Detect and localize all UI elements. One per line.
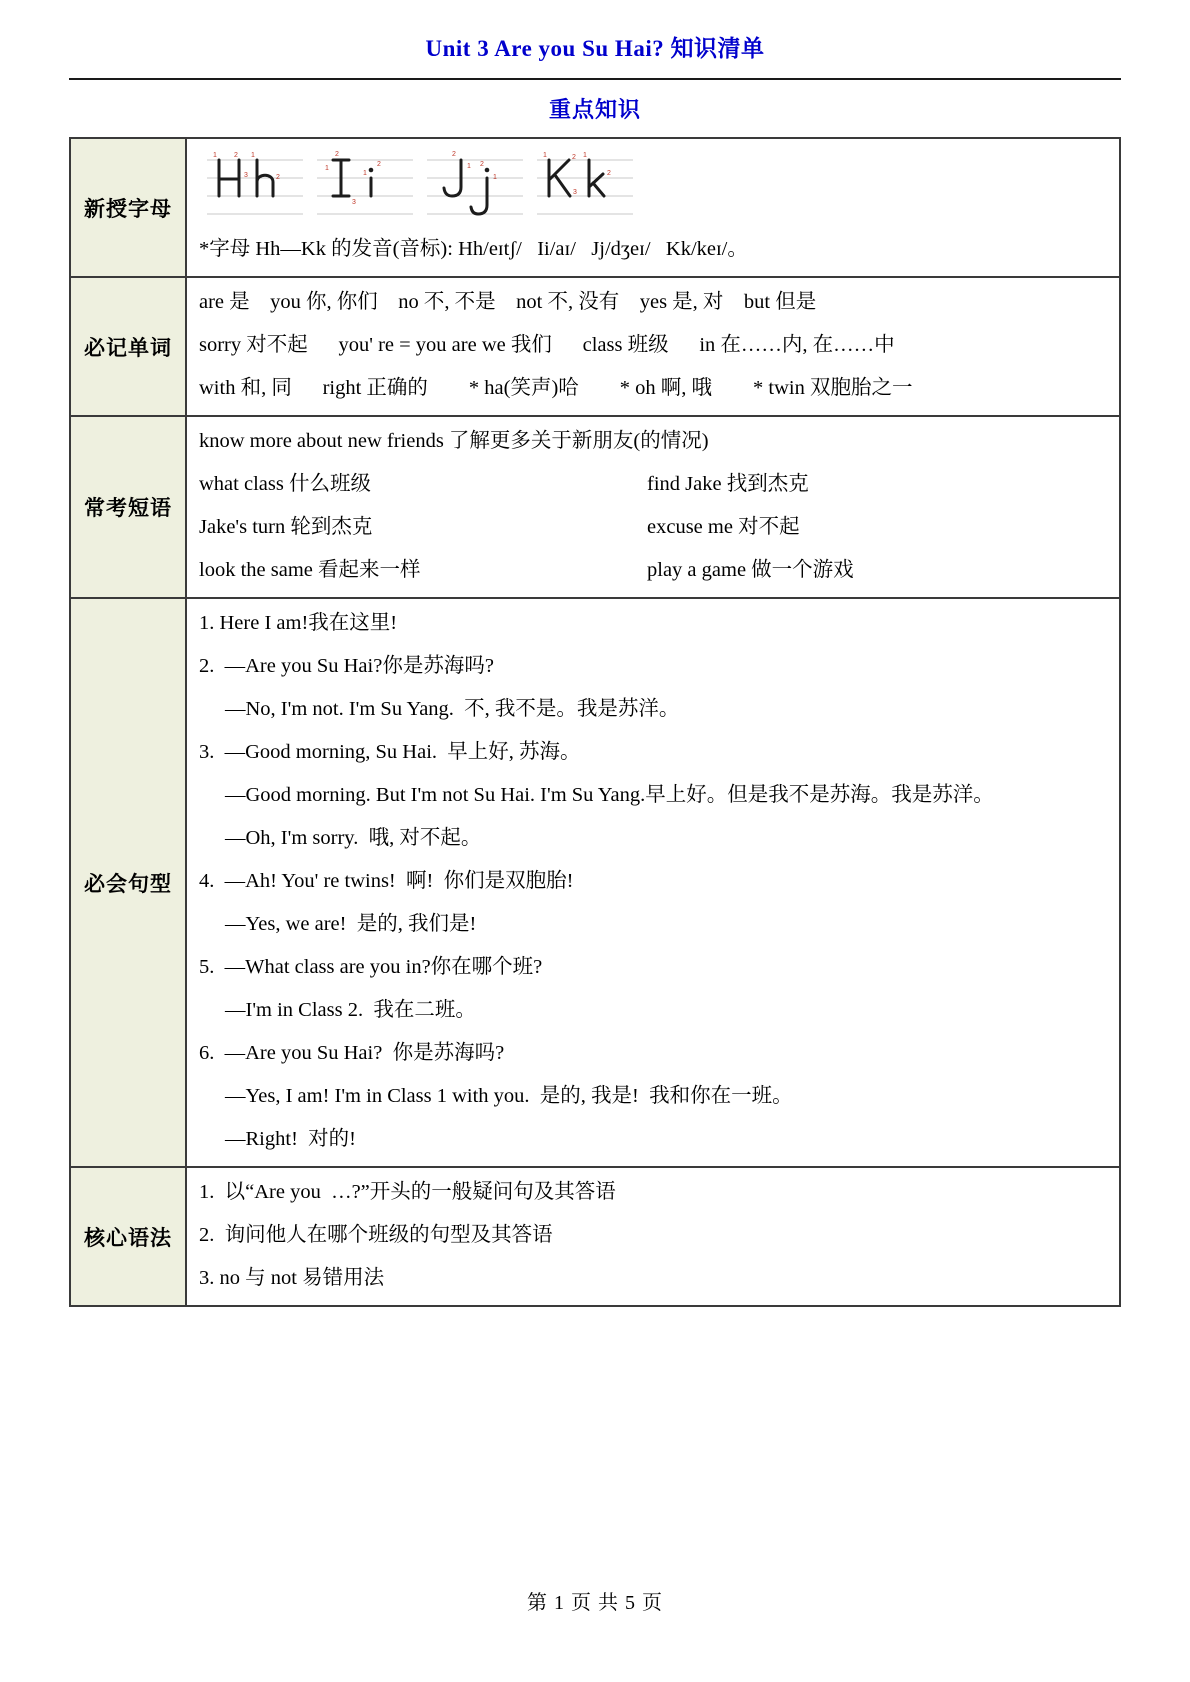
table-row: [70, 1167, 1120, 1306]
sentence-line: —Yes, I am! I'm in Class 1 with you. 是的, 我是! 我和你在一班。: [225, 1085, 793, 1107]
phrase-item: find Jake 找到杰克: [647, 473, 809, 495]
row-label-key-words: 必记单词: [70, 277, 186, 416]
svg-text:1: 1: [467, 163, 471, 170]
sentence-line: —Right! 对的!: [225, 1128, 356, 1150]
handwriting-letters-hh-ii-jj-kk-icon: [205, 148, 641, 222]
grammar-item: 3. no 与 not 易错用法: [199, 1267, 385, 1289]
sentence-line: —Yes, we are! 是的, 我们是!: [225, 913, 477, 935]
page-number-footer: 第 1 页 共 5 页: [527, 1592, 663, 1614]
svg-text:1: 1: [493, 174, 497, 181]
letters-phonetics: *字母 Hh—Kk 的发音(音标): Hh/eɪtʃ/ Ii/aɪ/ Jj/dʒeɪ/ Kk/keɪ/。: [199, 238, 748, 260]
word-line: are 是 you 你, 你们 no 不, 不是 not 不, 没有 yes 是, 对 but 但是: [199, 291, 817, 313]
page-title: Unit 3 Are you Su Hai? 知识清单: [425, 36, 765, 61]
svg-text:2: 2: [572, 154, 576, 161]
svg-text:2: 2: [234, 152, 238, 159]
grammar-item: 1. 以“Are you …?”开头的一般疑问句及其答语: [199, 1181, 616, 1203]
phrase-item: play a game 做一个游戏: [647, 559, 854, 581]
svg-text:2: 2: [452, 151, 456, 158]
svg-text:1: 1: [363, 170, 367, 177]
svg-text:2: 2: [480, 161, 484, 168]
row-content-core-grammar: [186, 1167, 1120, 1306]
svg-text:3: 3: [352, 199, 356, 206]
svg-text:2: 2: [276, 174, 280, 181]
title-divider: [69, 78, 1121, 80]
svg-text:2: 2: [335, 151, 339, 158]
phrase-line: know more about new friends 了解更多关于新朋友(的情况): [199, 430, 709, 452]
svg-text:1: 1: [325, 165, 329, 172]
row-content-key-phrases: [186, 416, 1120, 598]
svg-text:1: 1: [251, 152, 255, 159]
row-label-key-phrases: 常考短语: [70, 416, 186, 598]
row-label-key-sentences: 必会句型: [70, 598, 186, 1167]
row-content-new-letters: [186, 138, 1120, 277]
word-line: sorry 对不起 you' re = you are we 我们 class 班级 in 在……内, 在……中: [199, 334, 895, 356]
sentence-line: 1. Here I am!我在这里!: [199, 612, 398, 634]
sentence-line: —Good morning. But I'm not Su Hai. I'm Su Yang.早上好。但是我不是苏海。我是苏洋。: [225, 784, 994, 806]
sentence-line: 5. —What class are you in?你在哪个班?: [199, 956, 543, 978]
phrase-item: look the same 看起来一样: [199, 559, 421, 581]
sentence-line: —I'm in Class 2. 我在二班。: [225, 999, 476, 1021]
sentence-line: 4. —Ah! You' re twins! 啊! 你们是双胞胎!: [199, 870, 574, 892]
phrase-pair: [199, 549, 1109, 592]
grammar-item: 2. 询问他人在哪个班级的句型及其答语: [199, 1224, 553, 1246]
table-row: [70, 277, 1120, 416]
sentence-line: 2. —Are you Su Hai?你是苏海吗?: [199, 655, 494, 677]
svg-text:2: 2: [607, 170, 611, 177]
table-row: [70, 138, 1120, 277]
svg-text:1: 1: [543, 152, 547, 159]
phrase-pair: [199, 463, 1109, 506]
svg-text:2: 2: [377, 161, 381, 168]
row-content-key-sentences: [186, 598, 1120, 1167]
sentence-line: 3. —Good morning, Su Hai. 早上好, 苏海。: [199, 741, 581, 763]
row-label-core-grammar: 核心语法: [70, 1167, 186, 1306]
phrase-item: Jake's turn 轮到杰克: [199, 516, 373, 538]
svg-text:3: 3: [244, 172, 248, 179]
row-label-new-letters: 新授字母: [70, 138, 186, 277]
table-row: [70, 416, 1120, 598]
svg-text:1: 1: [583, 152, 587, 159]
letter-tracing-image: [199, 142, 1109, 228]
sentence-line: —No, I'm not. I'm Su Yang. 不, 我不是。我是苏洋。: [225, 698, 680, 720]
word-line: with 和, 同 right 正确的 * ha(笑声)哈 * oh 啊, 哦 * twin 双胞胎之一: [199, 377, 913, 399]
phrase-item: what class 什么班级: [199, 473, 371, 495]
phrase-item: excuse me 对不起: [647, 516, 800, 538]
sentence-line: 6. —Are you Su Hai? 你是苏海吗?: [199, 1042, 505, 1064]
svg-text:3: 3: [573, 189, 577, 196]
row-content-key-words: [186, 277, 1120, 416]
svg-text:1: 1: [213, 152, 217, 159]
phrase-pair: [199, 506, 1109, 549]
section-heading: 重点知识: [548, 97, 641, 122]
sentence-line: —Oh, I'm sorry. 哦, 对不起。: [225, 827, 482, 849]
table-row: [70, 598, 1120, 1167]
knowledge-table: [69, 137, 1121, 1307]
